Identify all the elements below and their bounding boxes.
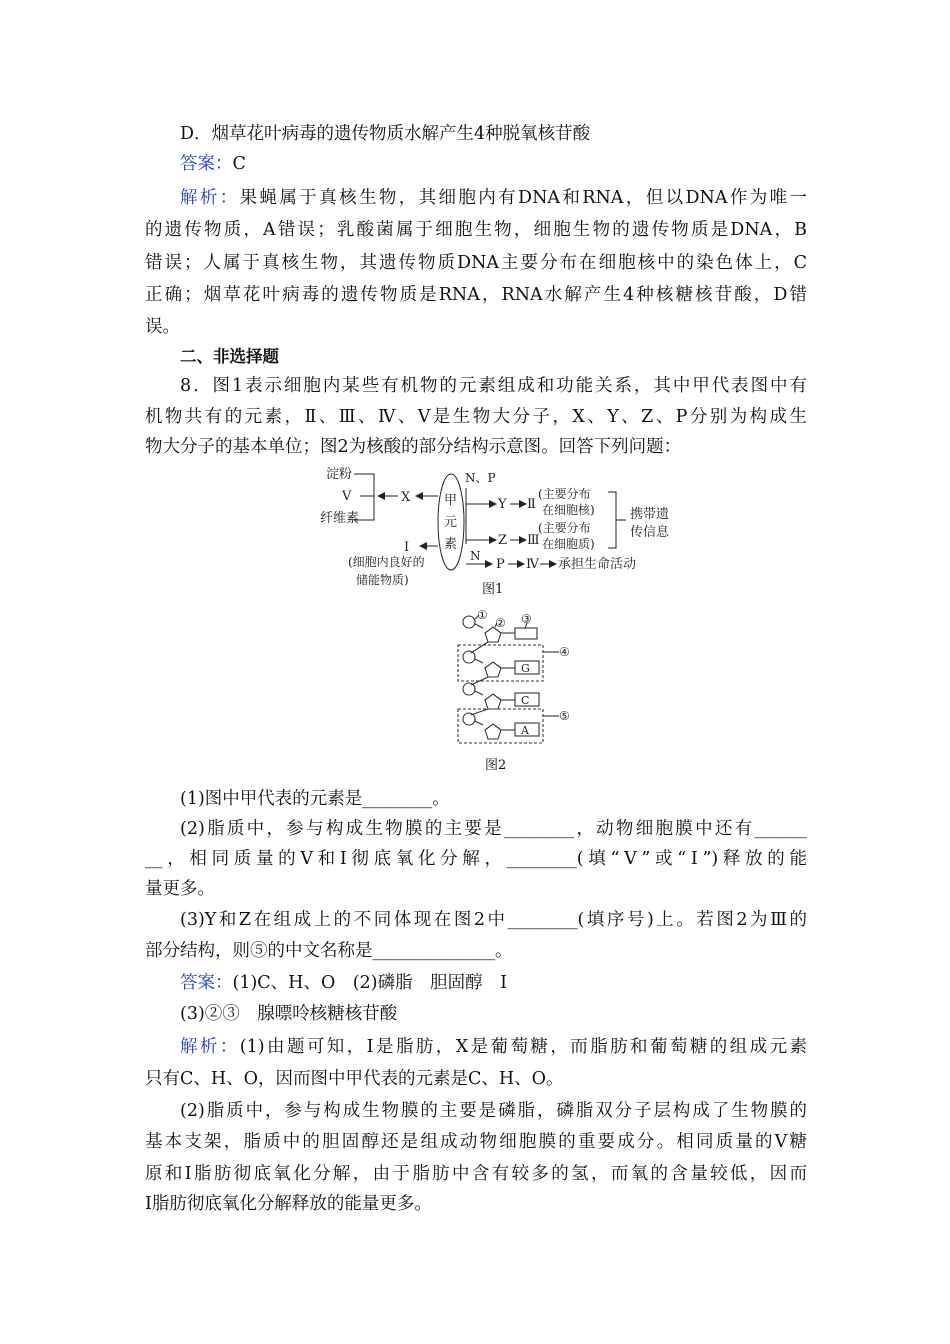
q8-question-2-line-3: 量更多。 (145, 879, 215, 899)
fig1-z: Z (498, 533, 508, 548)
fig1-x: X (401, 490, 411, 505)
q8-analysis-line-3: (2)脂质中，参与构成生物膜的主要是磷脂，磷脂双分子层构成了生物膜的 (180, 1101, 807, 1121)
fig2-base-g: G (521, 662, 530, 675)
fig1-jia-2: 元 (444, 515, 458, 530)
q8-analysis-line-5: 原和Ⅰ脂肪彻底氧化分解，由于脂肪中含有较多的氢，而氧的含量较低，因而 (145, 1164, 807, 1184)
fig2-base-c: C (521, 694, 530, 707)
fig1-carry-1: 携带遗 (630, 507, 670, 522)
q8-question-3-line-1: (3)Y和Z在组成上的不同体现在图2中________(填序号)上。若图2为Ⅲ的 (180, 910, 807, 930)
figure-2-caption: 图2 (485, 758, 507, 773)
q8-question-2-line-1: (2)脂质中，参与构成生物膜的主要是________，动物细胞膜中还有______ (180, 819, 807, 839)
q8-question-3-line-2: 部分结构，则⑤的中文名称是______________。 (145, 941, 513, 961)
fig1-jia-1: 甲 (444, 493, 458, 508)
q8-answer-line-2: (3)②③ 腺嘌呤核糖核苷酸 (180, 1004, 398, 1024)
fig1-life: 承担生命活动 (558, 557, 637, 572)
q8-analysis-line-1: 解析：(1)由题可知，Ⅰ是脂肪，X是葡萄糖，而脂肪和葡萄糖的组成元素 (180, 1037, 807, 1057)
fig1-p: P (496, 557, 505, 572)
q7-analysis-line-1: 解析：果蝇属于真核生物，其细胞内有DNA和RNA，但以DNA作为唯一 (180, 188, 807, 208)
q8-answer-line-1: 答案：(1)C、H、O (2)磷脂 胆固醇 Ⅰ (180, 973, 507, 993)
fig2-label-1: ① (477, 608, 488, 622)
figure-1-diagram (320, 460, 680, 600)
section-title: 二、非选择题 (180, 347, 279, 366)
figure-2-diagram (455, 605, 580, 750)
fig1-cyto-note-1: (主要分布 (538, 521, 591, 535)
fig2-label-4: ④ (559, 645, 570, 659)
fig2-base-a: A (521, 724, 529, 737)
q8-stem-line-3: 物大分子的基本单位；图2为核酸的部分结构示意图。回答下列问题： (145, 437, 682, 457)
analysis-label: 解析： (180, 188, 240, 208)
q8-analysis-line-4: 基本支架，脂质中的胆固醇还是组成动物细胞膜的重要成分。相同质量的Ⅴ糖 (145, 1132, 807, 1152)
fig1-storage-note-1: (细胞内良好的 (348, 555, 425, 569)
q8-analysis-label: 解析： (180, 1037, 240, 1057)
fig1-cellulose: 纤维素 (320, 511, 360, 526)
q8-question-1: (1)图中甲代表的元素是________。 (180, 789, 450, 809)
fig1-jia-3: 素 (444, 537, 458, 552)
q7-answer-line (180, 150, 807, 178)
fig1-np: N、P (465, 471, 496, 485)
fig1-nucleus-note-2: 在细胞核) (542, 503, 595, 517)
fig1-starch: 淀粉 (326, 467, 353, 482)
q8-analysis-line-2: 只有C、H、O，因而图中甲代表的元素是C、H、O。 (145, 1069, 564, 1089)
q7-analysis-line-5: 误。 (145, 317, 180, 337)
figure-1-caption: 图1 (482, 582, 504, 597)
option-d: D．烟草花叶病毒的遗传物质水解产生4种脱氧核苷酸 (180, 124, 591, 144)
fig1-iv: Ⅳ (526, 557, 539, 572)
fig1-ii: Ⅱ (527, 497, 536, 512)
fig2-label-2: ② (495, 616, 506, 630)
q7-analysis-line-2: 的遗传物质，A错误；乳酸菌属于细胞生物，细胞生物的遗传物质是DNA，B (145, 220, 807, 240)
fig1-n: N (470, 549, 481, 563)
fig1-v: Ⅴ (342, 489, 352, 504)
q8-question-2-line-2: __，相同质量的Ⅴ和Ⅰ彻底氧化分解，________(填“Ⅴ”或“Ⅰ”)释放的能 (145, 849, 807, 869)
q8-stem-line-2: 机物共有的元素，Ⅱ、Ⅲ、Ⅳ、Ⅴ是生物大分子，X、Y、Z、P分别为构成生 (145, 407, 807, 427)
fig1-carry-2: 传信息 (630, 525, 670, 540)
q8-analysis-line-6: Ⅰ脂肪彻底氧化分解释放的能量更多。 (145, 1194, 432, 1214)
fig1-y: Y (498, 497, 507, 512)
fig1-storage-note-2: 储能物质) (356, 573, 409, 587)
fig2-label-3: ③ (521, 612, 532, 626)
q7-answer: C (232, 154, 246, 174)
fig1-i: Ⅰ (404, 540, 410, 555)
q7-analysis-line-4: 正确；烟草花叶病毒的遗传物质是RNA，RNA水解产生4种核糖核苷酸，D错 (145, 285, 807, 305)
q8-stem-line-1: 8．图1表示细胞内某些有机物的元素组成和功能关系，其中甲代表图中有 (180, 376, 807, 396)
q8-answer-label: 答案： (180, 973, 233, 993)
fig1-iii: Ⅲ (527, 533, 540, 548)
fig2-label-5: ⑤ (559, 709, 570, 723)
fig1-nucleus-note-1: (主要分布 (538, 487, 591, 501)
fig1-cyto-note-2: 在细胞质) (542, 537, 595, 551)
q7-analysis-line-3: 错误；人属于真核生物，其遗传物质DNA主要分布在细胞核中的染色体上，C (145, 253, 807, 273)
answer-label: 答案： (180, 154, 233, 174)
